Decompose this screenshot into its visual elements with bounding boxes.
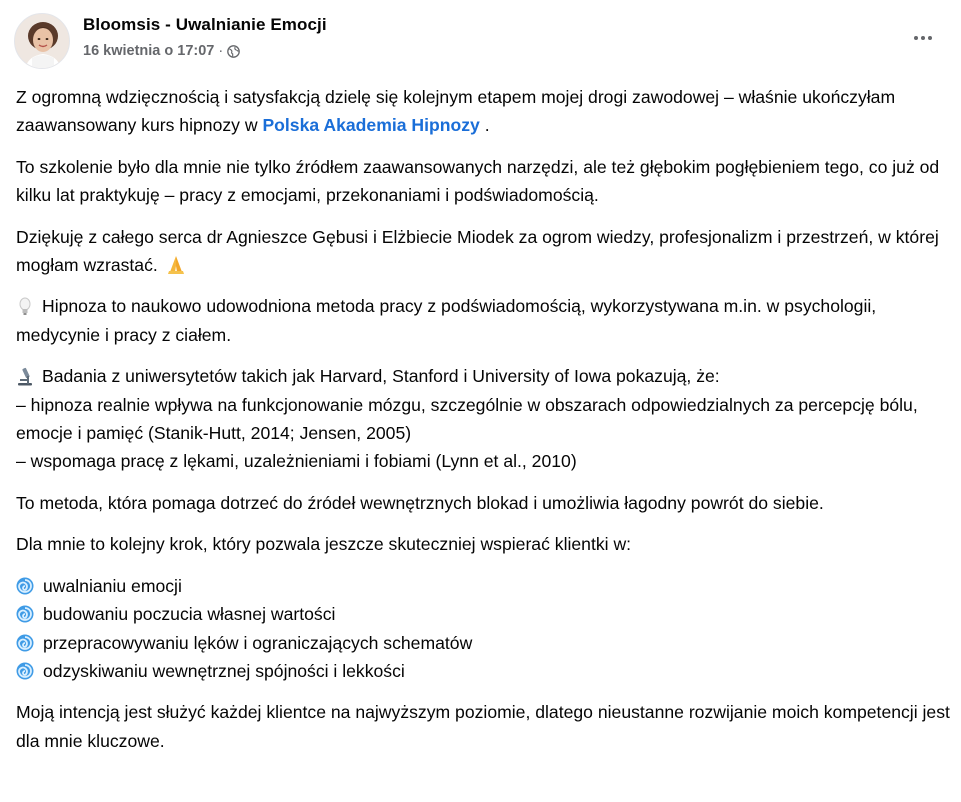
list-item — [16, 657, 951, 685]
more-options-icon[interactable] — [909, 28, 937, 48]
folded-hands-emoji-icon — [165, 254, 187, 274]
paragraph-1-end: . — [479, 115, 490, 136]
paragraph-3 — [16, 223, 951, 280]
author-avatar[interactable] — [14, 13, 70, 69]
support-list — [16, 572, 951, 686]
cyclone-emoji-icon — [16, 660, 34, 678]
polska-akademia-hipnozy-link[interactable]: Polska Akademia Hipnozy — [262, 115, 480, 136]
paragraph-4 — [16, 292, 951, 349]
paragraph-6: To metoda, która pomaga dotrzeć do źródeł wewnętrznych blokad i umożliwia łagodny powrót do siebie. — [16, 492, 824, 513]
list-item — [16, 572, 951, 600]
paragraph-5-line-2: – wspomaga pracę z lękami, uzależnieniami i fobiami (Lynn et al., 2010) — [16, 451, 577, 472]
post-header — [14, 12, 947, 72]
paragraph-3-text: Dziękuję z całego serca dr Agnieszce Gębusi i Elżbiecie Miodek za ogrom wiedzy, profesjonalizm i przestrzeń, w której mogłam wzrastać. — [16, 226, 939, 276]
list-item — [16, 629, 951, 657]
paragraph-5-intro: Badania z uniwersytetów takich jak Harvard, Stanford i University of Iowa pokazują, że: — [42, 366, 720, 387]
cyclone-emoji-icon — [16, 603, 34, 621]
paragraph-7: Dla mnie to kolejny krok, który pozwala jeszcze skuteczniej wspierać klientki w: — [16, 534, 632, 555]
post-meta — [83, 43, 240, 59]
list-item-text: odzyskiwaniu wewnętrznej spójności i lekkości — [43, 660, 405, 681]
avatar-portrait-icon — [15, 14, 70, 69]
list-item-text: budowaniu poczucia własnej wartości — [43, 604, 336, 625]
paragraph-1 — [16, 83, 951, 140]
cyclone-emoji-icon — [16, 632, 34, 650]
cyclone-emoji-icon — [16, 575, 34, 593]
meta-separator: · — [218, 43, 224, 59]
list-item-text: uwalnianiu emocji — [43, 575, 182, 596]
paragraph-2: To szkolenie było dla mnie nie tylko źródłem zaawansowanych narzędzi, ale też głębokim pogłębieniem tego, co już od kilku lat praktykuję – pracy z emocjami, przekonaniami i podświadomością. — [16, 156, 940, 206]
paragraph-5-line-1: – hipnoza realnie wpływa na funkcjonowanie mózgu, szczególnie w obszarach odpowiedzialnych za percepcję bólu, emocje i pamięć (Stanik-Hutt, 2014; Jensen, 2005) — [16, 394, 918, 444]
post-body — [16, 83, 951, 768]
author-name[interactable]: Bloomsis - Uwalnianie Emocji — [83, 15, 327, 34]
light-bulb-emoji-icon — [16, 296, 34, 316]
post-timestamp[interactable]: 16 kwietnia o 17:07 — [83, 43, 215, 59]
paragraph-1-text: Z ogromną wdzięcznością i satysfakcją dzielę się kolejnym etapem mojej drogi zawodowej – właśnie ukończyłam zaawansowany kurs hipnozy w — [16, 87, 896, 136]
list-item-text: przepracowywaniu lęków i ograniczających schematów — [43, 632, 473, 653]
globe-icon[interactable] — [227, 45, 240, 58]
list-item — [16, 600, 951, 628]
paragraph-5 — [16, 362, 951, 476]
paragraph-4-text: Hipnoza to naukowo udowodniona metoda pracy z podświadomością, wykorzystywana m.in. w psychologii, medycynie i pracy z ciałem. — [16, 296, 877, 345]
microscope-emoji-icon — [16, 366, 34, 386]
paragraph-8: Moją intencją jest służyć każdej klientce na najwyższym poziomie, dlatego nieustanne rozwijanie moich kompetencji jest dla mnie kluczowe. — [16, 702, 950, 751]
